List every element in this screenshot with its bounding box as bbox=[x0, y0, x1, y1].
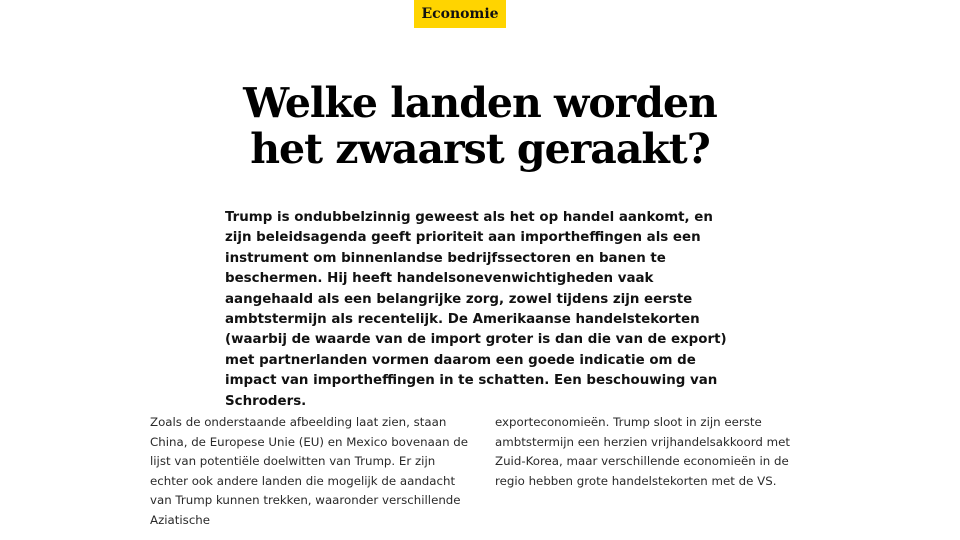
category-tag-economie[interactable]: Economie bbox=[414, 0, 506, 28]
body-column-right: exporteconomieën. Trump sloot in zijn eerste ambtstermijn een herzien vrijhandelsakkoord met Zuid-Korea, maar verschillende economieën in de regio hebben grote handelstekorten met de VS. bbox=[495, 415, 790, 488]
article-intro: Trump is ondubbelzinnig geweest als het op handel aankomt, en zijn beleidsagenda geeft prioriteit aan importheffingen als een instrument om binnenlandse bedrijfssectoren en banen te beschermen. Hij heeft handelsonevenwichtigheden vaak aangehaald als een belangrijke zorg, zowel tijdens zijn eerste ambtstermijn als recentelijk. De Amerikaanse handelstekorten (waarbij de waarde van de import groter is dan die van de export) met partnerlanden vormen daarom een goede indicatie om de impact van importheffingen in te schatten. Een beschouwing van Schroders. bbox=[225, 210, 727, 409]
headline-line-2: het zwaarst geraakt? bbox=[250, 125, 710, 173]
headline-line-1: Welke landen worden bbox=[243, 79, 717, 127]
body-column-left: Zoals de onderstaande afbeelding laat zien, staan China, de Europese Unie (EU) en Mexico bovenaan de lijst van potentiële doelwitten van Trump. Er zijn echter ook andere landen die mogelijk de aandacht van Trump kunnen trekken, waaronder verschillende Aziatische bbox=[150, 415, 469, 527]
article-headline bbox=[180, 80, 780, 172]
